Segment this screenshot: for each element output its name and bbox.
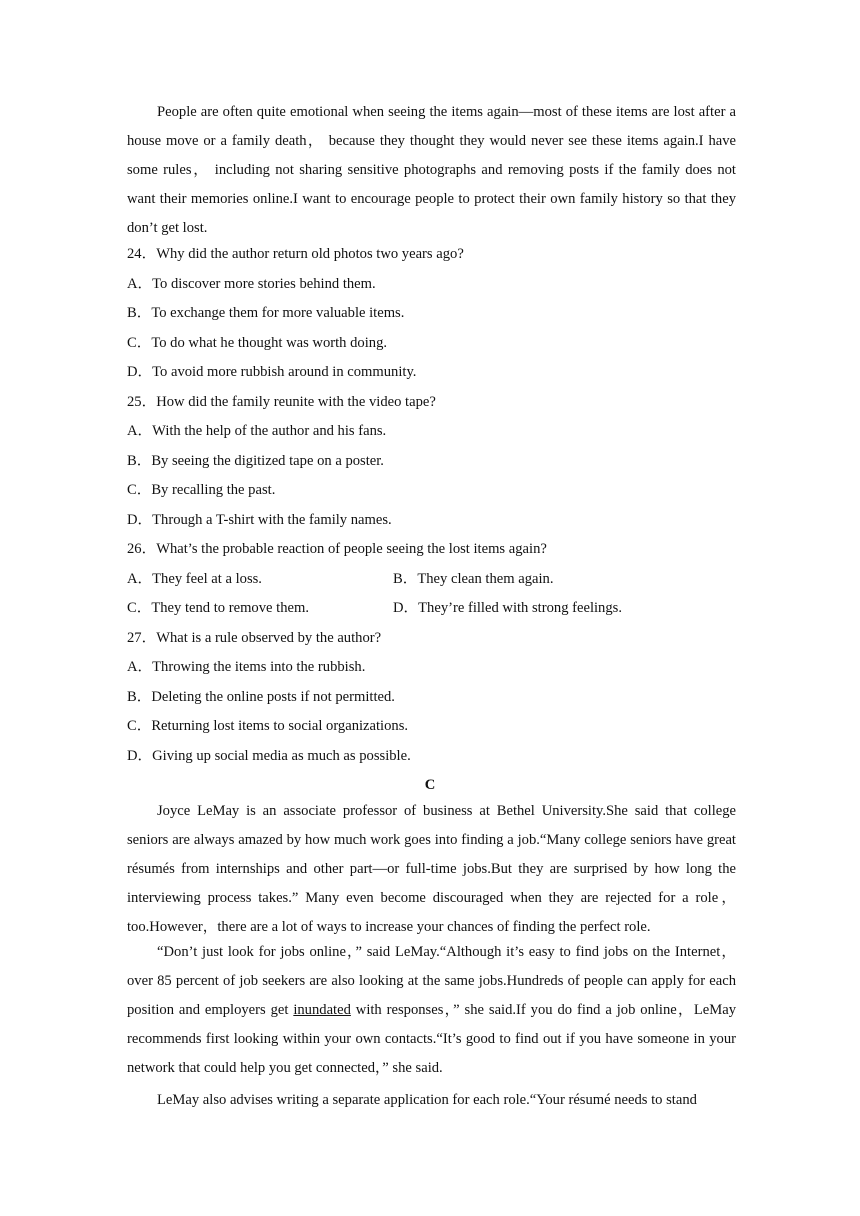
- paragraph-2-text-after: with responses，” she said.If you do find a job online，LeMay recommends first looking within your own contacts.“It’s good to find out if you have someone in your network that could help you get connected，” she said.: [127, 1002, 736, 1076]
- question-27-stem: 27．What is a rule observed by the author?: [127, 630, 382, 646]
- question-25-option-a: A．With the help of the author and his fans.: [127, 423, 387, 439]
- question-24-option-d: D．To avoid more rubbish around in community.: [127, 364, 417, 380]
- question-24-option-b: B．To exchange them for more valuable items.: [127, 305, 405, 321]
- question-24-option-c: C．To do what he thought was worth doing.: [127, 335, 388, 351]
- question-27-option-a: A．Throwing the items into the rubbish.: [127, 659, 366, 675]
- question-27-option-c: C．Returning lost items to social organizations.: [127, 718, 409, 734]
- question-25-stem: 25．How did the family reunite with the video tape?: [127, 394, 436, 410]
- section-c-paragraph-2: [127, 938, 736, 1083]
- question-25-option-d: D．Through a T-shirt with the family names.: [127, 512, 392, 528]
- question-26-option-d: D．They’re filled with strong feelings.: [393, 600, 622, 616]
- question-24-option-a: A．To discover more stories behind them.: [127, 276, 376, 292]
- question-27-option-d: D．Giving up social media as much as possible.: [127, 748, 411, 764]
- question-26-option-a: A．They feel at a loss.: [127, 571, 262, 587]
- question-25-option-c: C．By recalling the past.: [127, 482, 276, 498]
- question-25-option-b: B．By seeing the digitized tape on a poster.: [127, 453, 384, 469]
- section-c-paragraph-3: LeMay also advises writing a separate application for each role.“Your résumé needs to stand: [157, 1092, 697, 1108]
- passage-b-final-paragraph: People are often quite emotional when seeing the items again—most of these items are lost after a house move or a family death， because they thought they would never see these items again.I have some rules， including not sharing sensitive photographs and removing posts if the family does not want their memories online.I want to encourage people to protect their own family history so that they don’t get lost.: [127, 104, 736, 236]
- section-c-paragraph-1: Joyce LeMay is an associate professor of business at Bethel University.She said that college seniors are always amazed by how much work goes into finding a job.“Many college seniors have great résumés from internships and other part—or full-time jobs.But they are surprised by how long the interviewing process takes.” Many even become discouraged when they are rejected for a role，too.However，there are a lot of ways to increase your chances of finding the perfect role.: [127, 803, 736, 935]
- paragraph-2-text-before: “Don’t just look for jobs online，” said LeMay.“Although it’s easy to find jobs on the Internet，over 85 percent of job seekers are also looking at the same jobs.Hundreds of people can apply for each position and employers get: [127, 944, 736, 1018]
- question-27-option-b: B．Deleting the online posts if not permitted.: [127, 689, 395, 705]
- question-26-stem: 26．What’s the probable reaction of people seeing the lost items again?: [127, 541, 547, 557]
- underlined-word-inundated: inundated: [293, 1002, 351, 1018]
- question-24-stem: 24．Why did the author return old photos two years ago?: [127, 246, 464, 262]
- section-c-heading: C: [424, 777, 436, 793]
- question-26-option-c: C．They tend to remove them.: [127, 600, 309, 616]
- question-26-option-b: B．They clean them again.: [393, 571, 554, 587]
